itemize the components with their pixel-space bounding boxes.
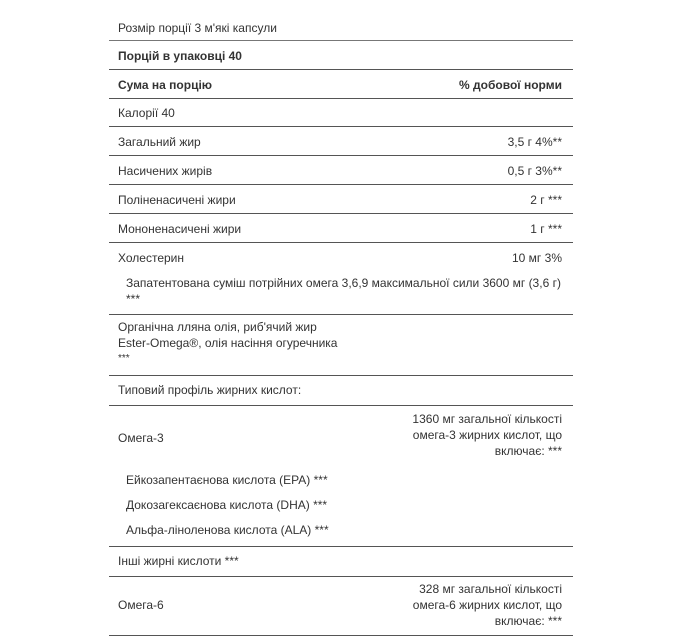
omega3-value <box>372 411 562 459</box>
calories-row <box>109 99 573 127</box>
serving-size-text: Розмір порції 3 м'які капсули <box>118 21 277 35</box>
daily-value-header: % добової норми <box>459 78 562 92</box>
omega6-row <box>109 577 573 636</box>
ingredients-line: *** <box>118 353 130 364</box>
ingredients-line: Ester-Omega®, олія насіння огуречника <box>118 336 338 350</box>
nutrient-label: Насичених жирів <box>118 164 213 178</box>
omega6-value-line: 328 мг загальної кількості <box>419 582 562 596</box>
nutrient-label: Поліненасичені жири <box>118 193 236 207</box>
calories-text: Калорії 40 <box>118 106 175 120</box>
nutrient-value: 1 г *** <box>530 222 562 236</box>
nutrient-row <box>109 214 573 243</box>
nutrient-value: 10 мг 3% <box>512 251 562 265</box>
nutrient-label: Холестерин <box>118 251 184 265</box>
fatty-acid-profile-row <box>109 376 573 406</box>
omega3-value-line: 1360 мг загальної кількості <box>412 412 562 426</box>
omega3-value-line: включає: *** <box>494 444 562 458</box>
other-fatty-acids-row <box>109 547 573 577</box>
omega3-label: Омега-3 <box>118 431 164 445</box>
ingredients-row <box>109 315 573 376</box>
nutrient-label: Мононенасичені жири <box>118 222 242 236</box>
header-row <box>109 70 573 99</box>
epa-subitem: Ейкозапентаєнова кислота (EPA) *** <box>126 473 328 487</box>
omega6-value <box>372 581 562 629</box>
ala-subitem: Альфа-ліноленова кислота (ALA) *** <box>126 523 329 537</box>
ingredients-line: Органічна лляна олія, риб'ячий жир <box>118 320 317 334</box>
ingredients-text <box>118 319 562 367</box>
supplement-facts-panel <box>109 16 573 636</box>
amount-per-serving-header: Сума на порцію <box>118 78 213 92</box>
servings-per-container-text: Порцій в упаковці 40 <box>118 49 242 63</box>
omega6-value-line: включає: *** <box>494 614 562 628</box>
nutrient-value: 2 г *** <box>530 193 562 207</box>
omega-blend-text: Запатентована суміш потрійних омега 3,6,9 максимальної сили 3600 мг (3,6 г) *** <box>126 276 561 306</box>
other-fatty-acids-text: Інші жирні кислоти *** <box>118 554 239 568</box>
nutrient-row <box>109 127 573 156</box>
omega6-label: Омега-6 <box>118 598 164 612</box>
dha-subitem: Докозагексаєнова кислота (DHA) *** <box>126 498 328 512</box>
omega6-value-line: омега-6 жирних кислот, що <box>412 598 562 612</box>
nutrient-row <box>109 185 573 214</box>
serving-size-row <box>109 16 573 41</box>
servings-per-container-row <box>109 41 573 70</box>
omega3-row <box>109 406 573 547</box>
nutrient-value: 3,5 г 4%** <box>507 135 562 149</box>
nutrient-value: 0,5 г 3%** <box>507 164 562 178</box>
fatty-acid-profile-title: Типовий профіль жирних кислот: <box>118 383 302 397</box>
nutrient-row <box>109 156 573 185</box>
omega3-value-line: омега-3 жирних кислот, що <box>412 428 562 442</box>
cholesterol-and-blend-row <box>109 243 573 315</box>
nutrient-label: Загальний жир <box>118 135 201 149</box>
